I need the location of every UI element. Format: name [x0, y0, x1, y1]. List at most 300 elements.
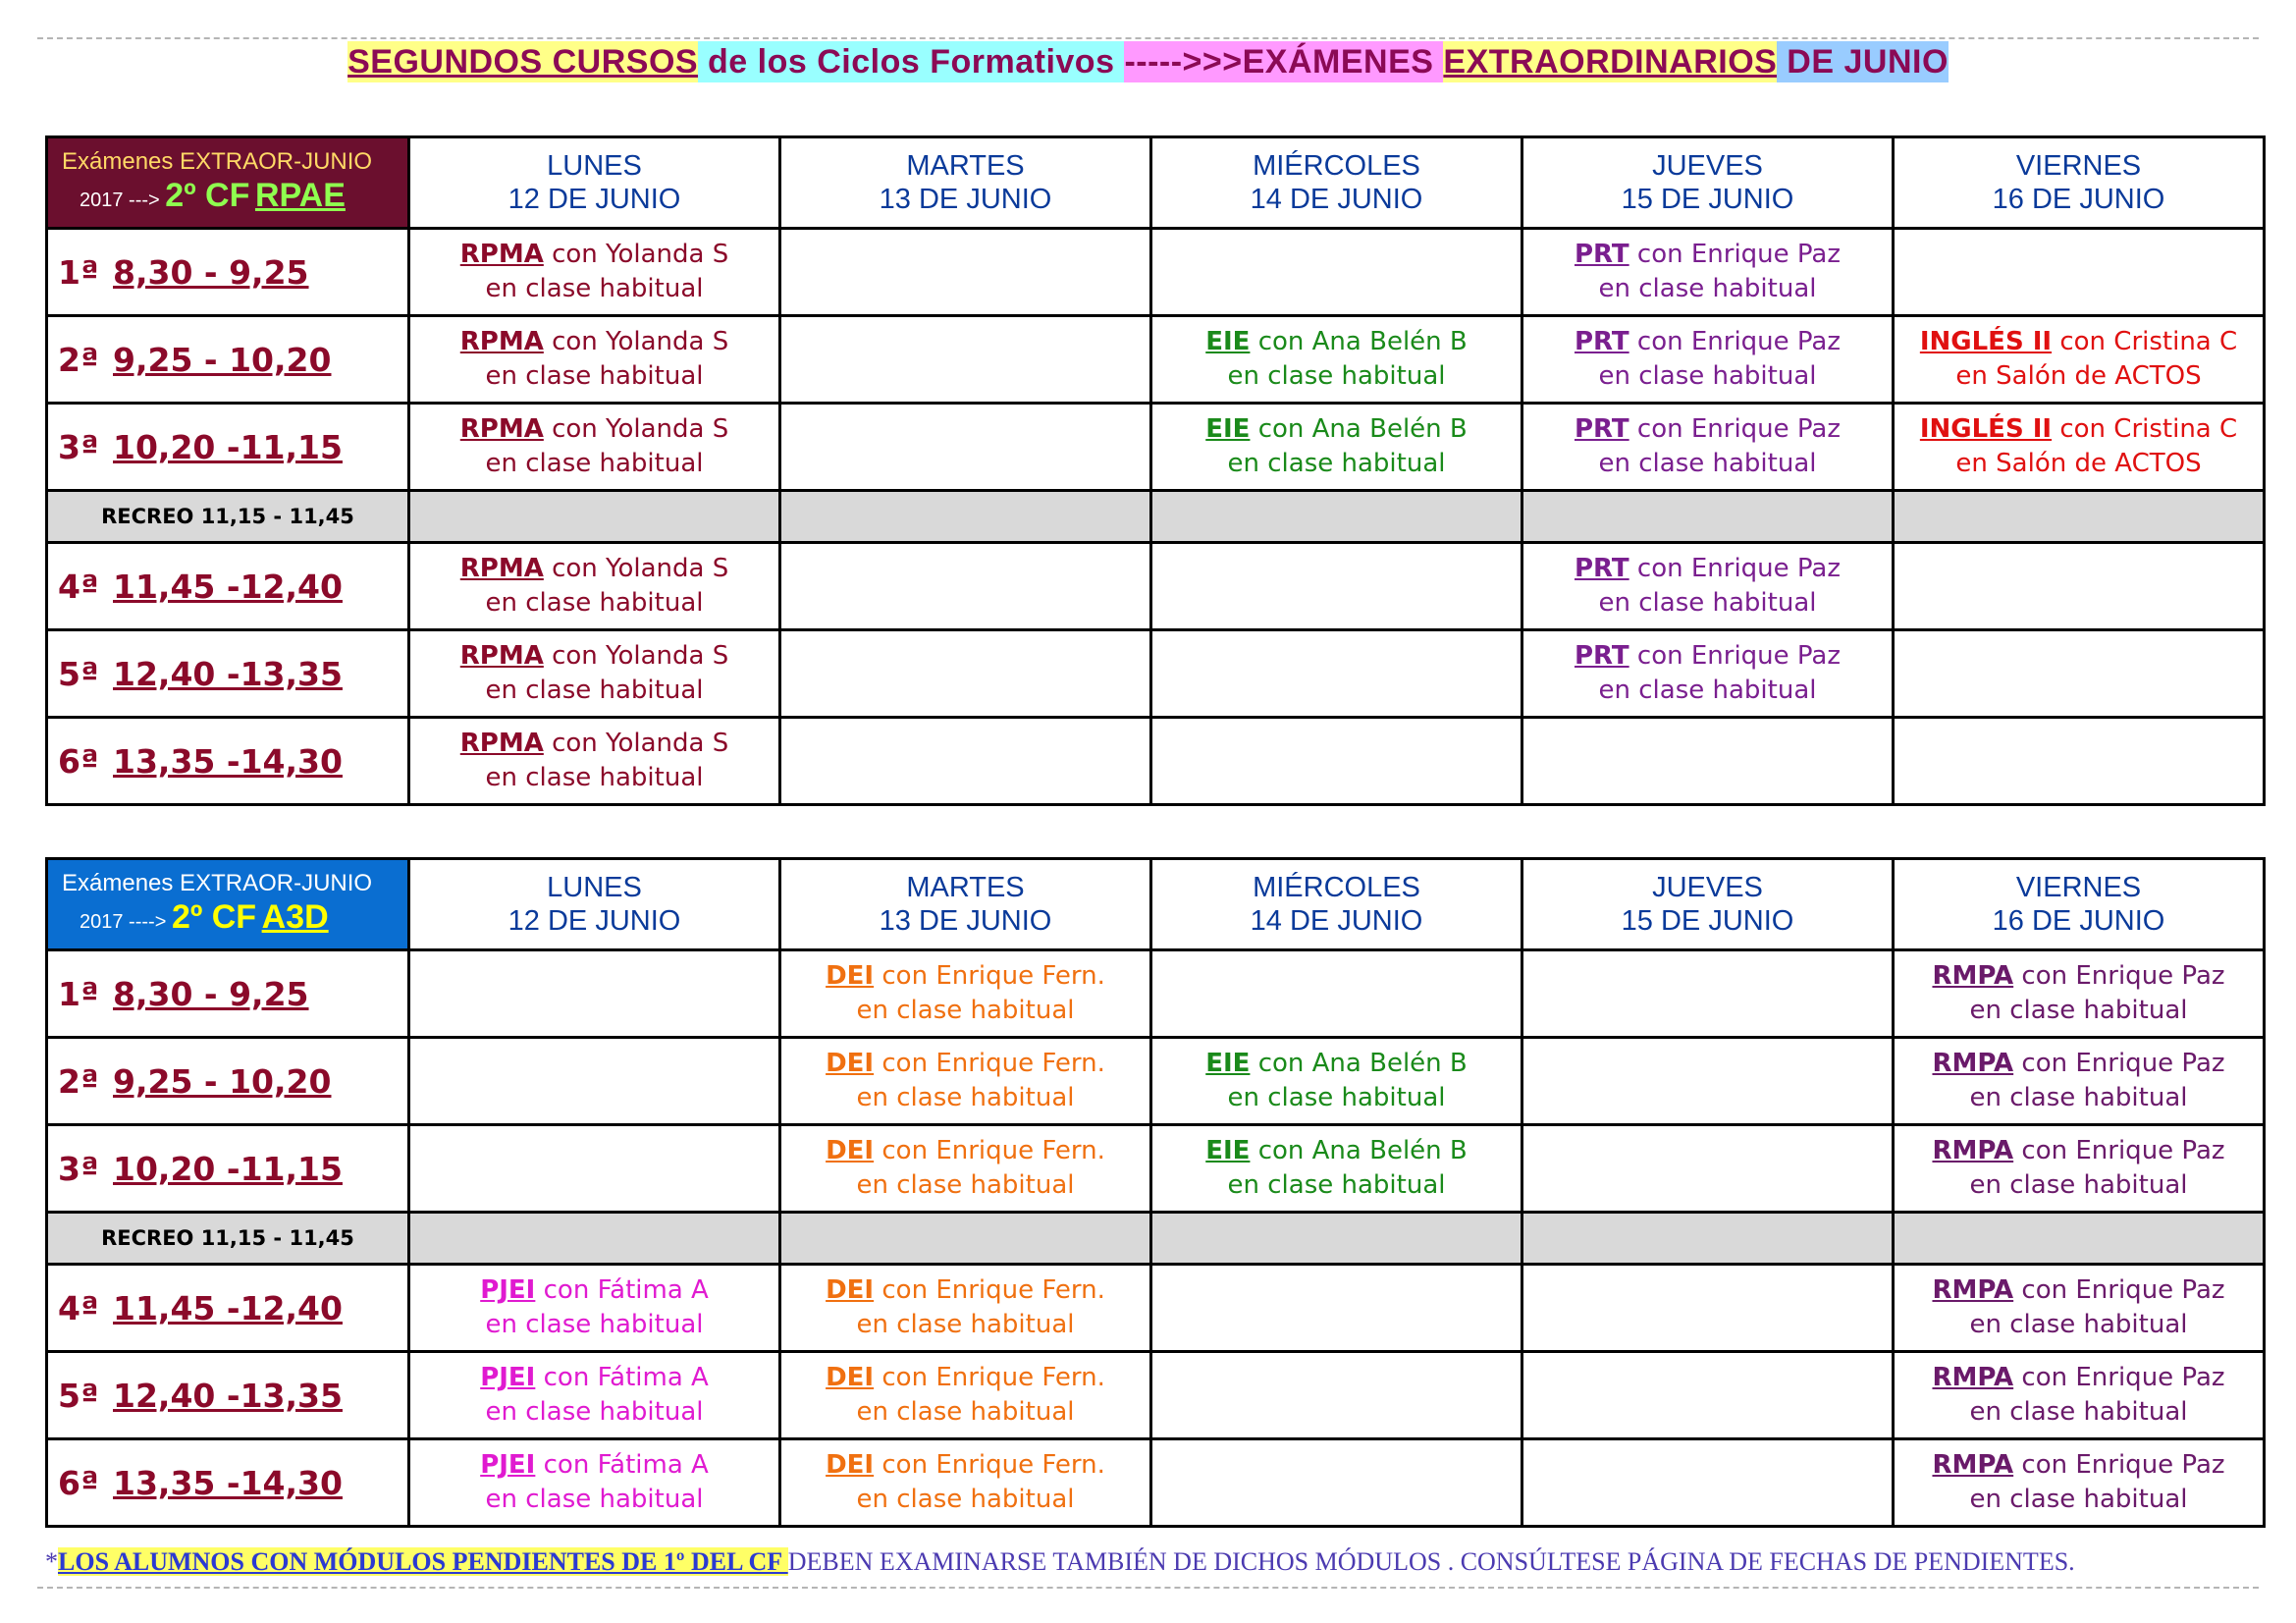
exam-location: en clase habitual	[1227, 1170, 1446, 1200]
exam-cell	[1894, 1125, 2265, 1213]
exam-line	[410, 1273, 778, 1308]
exam-subject: DEI	[826, 1049, 875, 1078]
time-slot	[47, 229, 409, 316]
recreo-label: RECREO 11,15 - 11,45	[47, 1213, 409, 1265]
footer-note	[45, 1547, 2075, 1577]
exam-line	[1895, 1047, 2263, 1081]
slot-number: 3ª	[58, 1149, 99, 1188]
exam-line	[1523, 552, 1892, 586]
recreo-cell	[1151, 1213, 1522, 1265]
footer-star: *	[45, 1547, 58, 1576]
footer-highlight: LOS ALUMNOS CON MÓDULOS PENDIENTES DE 1º DEL CF	[58, 1547, 788, 1576]
exam-teacher: con Enrique Paz	[2013, 961, 2225, 991]
table-row	[47, 1038, 2265, 1125]
exam-subject: RPMA	[459, 641, 544, 671]
exam-cell	[1151, 950, 1522, 1038]
exam-location: en clase habitual	[1227, 361, 1446, 391]
day-header	[1151, 137, 1522, 229]
exam-cell	[780, 1352, 1151, 1439]
exam-line	[781, 1448, 1149, 1483]
exam-location: en Salón de ACTOS	[1955, 361, 2202, 391]
table-row	[47, 1265, 2265, 1352]
exam-teacher: con Ana Belén B	[1250, 414, 1468, 444]
exam-location: en clase habitual	[856, 996, 1075, 1025]
exam-location: en clase habitual	[1598, 449, 1817, 478]
exam-line	[1152, 1047, 1521, 1081]
exam-teacher: con Yolanda S	[543, 554, 729, 583]
exam-teacher: con Enrique Paz	[1629, 641, 1842, 671]
exam-cell	[1151, 1352, 1522, 1439]
exam-cell	[409, 316, 780, 404]
corner-course-code: RPAE	[254, 176, 346, 214]
exam-cell	[409, 404, 780, 491]
exam-cell	[1151, 543, 1522, 630]
exam-line	[410, 727, 778, 761]
recreo-label: RECREO 11,15 - 11,45	[47, 491, 409, 543]
exam-subject: INGLÉS II	[1919, 327, 2053, 356]
day-header	[1151, 859, 1522, 950]
corner-cf: 2º CF	[165, 176, 250, 214]
exam-subject: DEI	[826, 961, 875, 991]
day-name: VIERNES	[2015, 872, 2142, 903]
page-title	[0, 43, 2296, 81]
exam-teacher: con Enrique Paz	[2013, 1275, 2225, 1305]
exam-location: en clase habitual	[1598, 676, 1817, 705]
slot-number: 4ª	[58, 1288, 99, 1327]
exam-location: en clase habitual	[1598, 361, 1817, 391]
exam-subject: DEI	[826, 1363, 875, 1392]
exam-teacher: con Yolanda S	[543, 327, 729, 356]
exam-cell	[780, 630, 1151, 718]
exam-line	[410, 412, 778, 447]
exam-cell	[409, 1038, 780, 1125]
exam-line	[1895, 959, 2263, 994]
table-row	[47, 1352, 2265, 1439]
table-corner-rpae	[47, 137, 409, 229]
exam-location: en clase habitual	[1227, 449, 1446, 478]
exam-teacher: con Enrique Fern.	[874, 1275, 1105, 1305]
exam-location: en clase habitual	[1969, 1170, 2188, 1200]
slot-time: 13,35 -14,30	[113, 1463, 343, 1502]
day-name: MIÉRCOLES	[1253, 150, 1420, 182]
exam-cell	[1522, 543, 1894, 630]
exam-location: en clase habitual	[485, 449, 704, 478]
day-header	[1522, 859, 1894, 950]
corner-title: Exámenes EXTRAOR-JUNIO	[62, 869, 373, 896]
exam-line	[410, 1361, 778, 1395]
exam-cell	[780, 1038, 1151, 1125]
exam-cell	[780, 718, 1151, 805]
exam-teacher: con Ana Belén B	[1250, 1136, 1468, 1165]
day-name: LUNES	[547, 872, 642, 903]
exam-location: en clase habitual	[485, 763, 704, 792]
day-date: 15 DE JUNIO	[1621, 184, 1794, 215]
corner-cf: 2º CF	[171, 897, 257, 936]
exam-teacher: con Enrique Paz	[2013, 1136, 2225, 1165]
slot-number: 4ª	[58, 567, 99, 606]
exam-cell	[1522, 1125, 1894, 1213]
slot-time: 11,45 -12,40	[113, 1288, 343, 1327]
day-date: 15 DE JUNIO	[1621, 905, 1794, 937]
exam-subject: PRT	[1574, 414, 1629, 444]
table-row	[47, 543, 2265, 630]
recreo-cell	[1894, 491, 2265, 543]
exam-location: en clase habitual	[1969, 1485, 2188, 1514]
exam-location: en clase habitual	[485, 676, 704, 705]
exam-teacher: con Enrique Paz	[1629, 327, 1842, 356]
exam-teacher: con Ana Belén B	[1250, 1049, 1468, 1078]
slot-number: 1ª	[58, 974, 99, 1013]
day-date: 13 DE JUNIO	[879, 905, 1052, 937]
exam-location: en clase habitual	[485, 1397, 704, 1427]
exam-cell	[1894, 229, 2265, 316]
exam-location: en clase habitual	[1598, 274, 1817, 303]
table-row	[47, 1439, 2265, 1527]
table-row	[47, 1125, 2265, 1213]
exam-subject: DEI	[826, 1136, 875, 1165]
slot-number: 6ª	[58, 1463, 99, 1502]
exam-cell	[1522, 1038, 1894, 1125]
exam-cell	[1151, 1439, 1522, 1527]
corner-year: 2017 --->	[80, 189, 160, 211]
exam-line	[1152, 1134, 1521, 1168]
day-date: 16 DE JUNIO	[1992, 905, 2165, 937]
exam-location: en Salón de ACTOS	[1955, 449, 2202, 478]
exam-cell	[1522, 404, 1894, 491]
schedule-table-a3d	[45, 857, 2266, 1528]
exam-subject: EIE	[1205, 1136, 1251, 1165]
exam-subject: RPMA	[459, 729, 544, 758]
exam-subject: RMPA	[1932, 1049, 2014, 1078]
exam-teacher: con Enrique Fern.	[874, 1363, 1105, 1392]
exam-cell	[1151, 404, 1522, 491]
exam-cell	[1894, 1038, 2265, 1125]
exam-line	[1523, 238, 1892, 272]
exam-location: en clase habitual	[1969, 996, 2188, 1025]
exam-teacher: con Enrique Paz	[1629, 414, 1842, 444]
time-slot	[47, 404, 409, 491]
exam-teacher: con Enrique Paz	[2013, 1363, 2225, 1392]
table-row	[47, 404, 2265, 491]
recreo-cell	[780, 491, 1151, 543]
exam-cell	[1894, 630, 2265, 718]
exam-cell	[1522, 1352, 1894, 1439]
exam-subject: EIE	[1205, 1049, 1251, 1078]
exam-cell	[1894, 718, 2265, 805]
exam-teacher: con Enrique Fern.	[874, 1136, 1105, 1165]
table-row	[47, 316, 2265, 404]
exam-subject: RMPA	[1932, 961, 2014, 991]
exam-subject: PJEI	[480, 1363, 536, 1392]
exam-location: en clase habitual	[1969, 1083, 2188, 1112]
exam-location: en clase habitual	[1598, 588, 1817, 618]
day-date: 12 DE JUNIO	[507, 184, 681, 215]
slot-time: 11,45 -12,40	[113, 567, 343, 606]
day-name: VIERNES	[2015, 150, 2142, 182]
slot-number: 3ª	[58, 427, 99, 466]
exam-subject: PJEI	[480, 1450, 536, 1480]
top-dashed-border	[37, 37, 2259, 39]
recreo-cell	[1894, 1213, 2265, 1265]
exam-teacher: con Yolanda S	[543, 641, 729, 671]
day-date: 16 DE JUNIO	[1992, 184, 2165, 215]
day-name: JUEVES	[1652, 150, 1763, 182]
time-slot	[47, 543, 409, 630]
exam-subject: RPMA	[459, 554, 544, 583]
table-row	[47, 718, 2265, 805]
exam-cell	[409, 229, 780, 316]
exam-teacher: con Enrique Paz	[2013, 1450, 2225, 1480]
title-part: DE JUNIO	[1777, 43, 1949, 81]
exam-subject: INGLÉS II	[1919, 414, 2053, 444]
slot-number: 1ª	[58, 252, 99, 292]
exam-teacher: con Cristina C	[2052, 327, 2238, 356]
slot-number: 5ª	[58, 654, 99, 693]
exam-teacher: con Enrique Fern.	[874, 1049, 1105, 1078]
exam-cell	[780, 1265, 1151, 1352]
recreo-cell	[409, 1213, 780, 1265]
slot-time: 8,30 - 9,25	[113, 252, 309, 292]
time-slot	[47, 1439, 409, 1527]
time-slot	[47, 1038, 409, 1125]
exam-cell	[780, 316, 1151, 404]
schedule-table-rpae	[45, 135, 2266, 806]
exam-cell	[780, 1125, 1151, 1213]
day-name: MIÉRCOLES	[1253, 872, 1420, 903]
exam-line	[410, 238, 778, 272]
exam-location: en clase habitual	[485, 1310, 704, 1339]
recreo-cell	[1151, 491, 1522, 543]
exam-subject: PRT	[1574, 327, 1629, 356]
day-name: LUNES	[547, 150, 642, 182]
title-part: SEGUNDOS CURSOS	[347, 43, 699, 81]
slot-time: 13,35 -14,30	[113, 741, 343, 781]
time-slot	[47, 1265, 409, 1352]
exam-teacher: con Enrique Fern.	[874, 961, 1105, 991]
day-name: MARTES	[906, 872, 1025, 903]
exam-cell	[409, 950, 780, 1038]
exam-cell	[1522, 718, 1894, 805]
exam-line	[410, 552, 778, 586]
exam-cell	[1522, 229, 1894, 316]
day-date: 14 DE JUNIO	[1250, 905, 1423, 937]
exam-cell	[1894, 1439, 2265, 1527]
table-corner-a3d	[47, 859, 409, 950]
exam-line	[781, 959, 1149, 994]
exam-teacher: con Fátima A	[535, 1450, 709, 1480]
slot-time: 9,25 - 10,20	[113, 340, 332, 379]
table-row	[47, 950, 2265, 1038]
exam-location: en clase habitual	[1969, 1310, 2188, 1339]
exam-line	[410, 639, 778, 674]
exam-cell	[1151, 1125, 1522, 1213]
exam-cell	[1151, 630, 1522, 718]
title-part: de los Ciclos Formativos	[698, 43, 1125, 81]
exam-cell	[409, 630, 780, 718]
recreo-cell	[1522, 491, 1894, 543]
exam-cell	[780, 543, 1151, 630]
time-slot	[47, 718, 409, 805]
exam-teacher: con Fátima A	[535, 1275, 709, 1305]
exam-teacher: con Enrique Fern.	[874, 1450, 1105, 1480]
exam-cell	[1894, 543, 2265, 630]
exam-teacher: con Fátima A	[535, 1363, 709, 1392]
day-header	[409, 859, 780, 950]
exam-cell	[409, 1439, 780, 1527]
exam-cell	[1151, 1038, 1522, 1125]
exam-cell	[409, 1265, 780, 1352]
exam-line	[781, 1047, 1149, 1081]
exam-location: en clase habitual	[856, 1310, 1075, 1339]
exam-line	[1895, 1273, 2263, 1308]
slot-time: 12,40 -13,35	[113, 1376, 343, 1415]
exam-cell	[1894, 404, 2265, 491]
exam-teacher: con Enrique Paz	[1629, 240, 1842, 269]
slot-number: 2ª	[58, 1061, 99, 1101]
day-header	[780, 859, 1151, 950]
exam-line	[1895, 1448, 2263, 1483]
day-date: 14 DE JUNIO	[1250, 184, 1423, 215]
recreo-cell	[409, 491, 780, 543]
exam-line	[1895, 1134, 2263, 1168]
exam-cell	[1894, 1352, 2265, 1439]
day-header	[409, 137, 780, 229]
exam-line	[1152, 412, 1521, 447]
exam-location: en clase habitual	[1227, 1083, 1446, 1112]
corner-year: 2017 ---->	[80, 910, 167, 933]
exam-location: en clase habitual	[856, 1083, 1075, 1112]
time-slot	[47, 950, 409, 1038]
exam-subject: RMPA	[1932, 1450, 2014, 1480]
exam-subject: DEI	[826, 1450, 875, 1480]
exam-line	[781, 1134, 1149, 1168]
title-part: EXTRAORDINARIOS	[1443, 43, 1778, 81]
exam-subject: RMPA	[1932, 1136, 2014, 1165]
exam-cell	[1894, 316, 2265, 404]
day-header	[1894, 137, 2265, 229]
exam-subject: RPMA	[459, 327, 544, 356]
day-date: 12 DE JUNIO	[507, 905, 681, 937]
day-date: 13 DE JUNIO	[879, 184, 1052, 215]
exam-line	[410, 325, 778, 359]
exam-line	[1152, 325, 1521, 359]
exam-subject: RPMA	[459, 414, 544, 444]
exam-subject: PRT	[1574, 641, 1629, 671]
exam-cell	[1151, 1265, 1522, 1352]
exam-cell	[780, 404, 1151, 491]
exam-line	[1523, 639, 1892, 674]
day-name: JUEVES	[1652, 872, 1763, 903]
exam-cell	[1151, 316, 1522, 404]
exam-cell	[1522, 950, 1894, 1038]
exam-line	[1895, 325, 2263, 359]
exam-cell	[780, 1439, 1151, 1527]
exam-teacher: con Cristina C	[2052, 414, 2238, 444]
recreo-cell	[780, 1213, 1151, 1265]
slot-number: 6ª	[58, 741, 99, 781]
exam-cell	[409, 1125, 780, 1213]
exam-subject: RPMA	[459, 240, 544, 269]
title-part: ----->>>EXÁMENES	[1124, 43, 1444, 81]
recreo-row	[47, 491, 2265, 543]
table-row	[47, 630, 2265, 718]
exam-location: en clase habitual	[485, 588, 704, 618]
day-header	[780, 137, 1151, 229]
exam-line	[1523, 412, 1892, 447]
footer-text: DEBEN EXAMINARSE TAMBIÉN DE DICHOS MÓDULOS . CONSÚLTESE PÁGINA DE FECHAS DE PENDIENTES.	[787, 1547, 2075, 1576]
exam-subject: EIE	[1205, 327, 1251, 356]
corner-title: Exámenes EXTRAOR-JUNIO	[62, 147, 373, 175]
exam-cell	[780, 229, 1151, 316]
exam-subject: RMPA	[1932, 1275, 2014, 1305]
exam-cell	[1522, 1265, 1894, 1352]
slot-time: 12,40 -13,35	[113, 654, 343, 693]
exam-cell	[409, 1352, 780, 1439]
exam-teacher: con Enrique Paz	[2013, 1049, 2225, 1078]
exam-cell	[409, 718, 780, 805]
recreo-row	[47, 1213, 2265, 1265]
exam-subject: EIE	[1205, 414, 1251, 444]
exam-location: en clase habitual	[856, 1397, 1075, 1427]
exam-location: en clase habitual	[485, 274, 704, 303]
exam-cell	[1522, 630, 1894, 718]
time-slot	[47, 1125, 409, 1213]
day-header	[1522, 137, 1894, 229]
exam-location: en clase habitual	[485, 1485, 704, 1514]
slot-time: 10,20 -11,15	[113, 1149, 343, 1188]
recreo-cell	[1522, 1213, 1894, 1265]
exam-line	[1523, 325, 1892, 359]
exam-line	[410, 1448, 778, 1483]
day-header	[1894, 859, 2265, 950]
exam-line	[781, 1361, 1149, 1395]
exam-teacher: con Enrique Paz	[1629, 554, 1842, 583]
exam-location: en clase habitual	[856, 1485, 1075, 1514]
exam-cell	[1894, 1265, 2265, 1352]
exam-subject: PRT	[1574, 554, 1629, 583]
exam-teacher: con Yolanda S	[543, 240, 729, 269]
slot-time: 9,25 - 10,20	[113, 1061, 332, 1101]
slot-time: 8,30 - 9,25	[113, 974, 309, 1013]
corner-course-code: A3D	[261, 897, 329, 936]
exam-cell	[1522, 1439, 1894, 1527]
slot-time: 10,20 -11,15	[113, 427, 343, 466]
exam-location: en clase habitual	[856, 1170, 1075, 1200]
exam-location: en clase habitual	[485, 361, 704, 391]
day-name: MARTES	[906, 150, 1025, 182]
exam-cell	[780, 950, 1151, 1038]
bottom-dashed-border	[37, 1587, 2259, 1589]
exam-cell	[1894, 950, 2265, 1038]
slot-number: 2ª	[58, 340, 99, 379]
exam-location: en clase habitual	[1969, 1397, 2188, 1427]
slot-number: 5ª	[58, 1376, 99, 1415]
time-slot	[47, 316, 409, 404]
exam-subject: RMPA	[1932, 1363, 2014, 1392]
exam-teacher: con Yolanda S	[543, 729, 729, 758]
exam-cell	[1151, 229, 1522, 316]
exam-cell	[409, 543, 780, 630]
exam-line	[1895, 412, 2263, 447]
exam-teacher: con Yolanda S	[543, 414, 729, 444]
exam-teacher: con Ana Belén B	[1250, 327, 1468, 356]
time-slot	[47, 1352, 409, 1439]
table-row	[47, 229, 2265, 316]
exam-subject: PRT	[1574, 240, 1629, 269]
exam-cell	[1151, 718, 1522, 805]
exam-subject: PJEI	[480, 1275, 536, 1305]
exam-cell	[1522, 316, 1894, 404]
